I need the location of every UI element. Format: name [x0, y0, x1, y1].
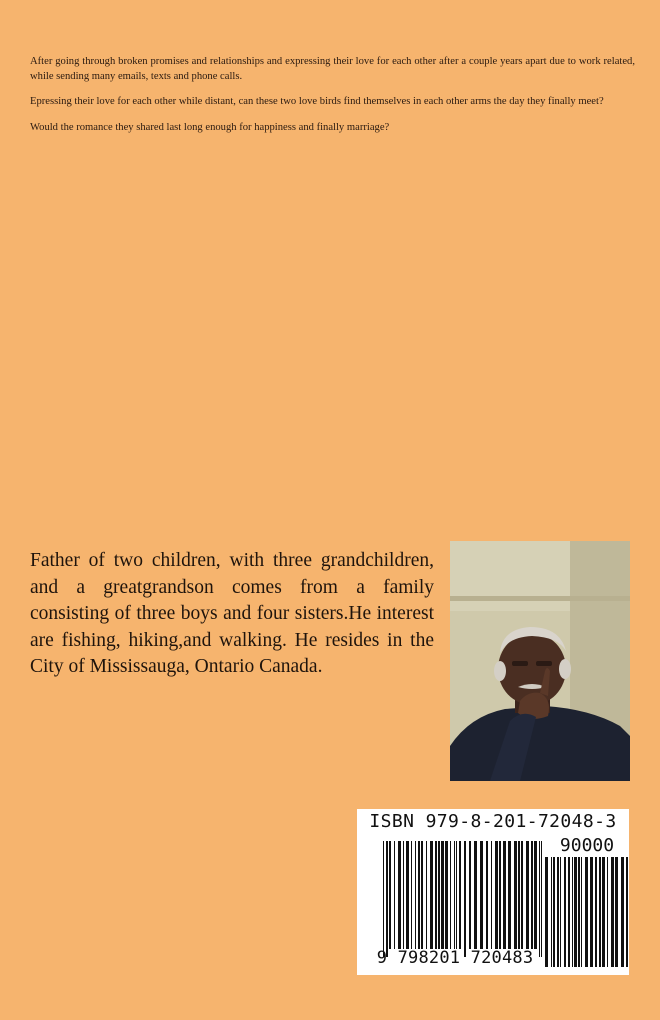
barcode-bar [403, 841, 404, 949]
barcode-bar [499, 841, 501, 949]
barcode-bar [578, 857, 580, 967]
barcode-bar [445, 841, 448, 949]
isbn-label: ISBN 979-8-201-72048-3 [369, 811, 617, 832]
barcode-bar [521, 841, 523, 949]
back-cover-blurb [30, 55, 635, 146]
barcode-bar [545, 857, 548, 967]
barcode-bar [572, 857, 573, 967]
blurb-paragraph-3: Would the romance they shared last long enough for happiness and finally marriage? [30, 121, 390, 133]
barcode-bar [491, 841, 492, 949]
author-photo [450, 541, 630, 781]
barcode-bar [438, 841, 440, 949]
barcode-bar [454, 841, 455, 949]
barcode-bar [480, 841, 483, 949]
barcode-bar [564, 857, 566, 967]
barcode-bar [615, 857, 618, 967]
main-barcode-bars [383, 841, 545, 957]
barcode-bar [503, 841, 506, 949]
barcode-bar [456, 841, 457, 949]
barcode-bar [435, 841, 437, 949]
blurb-paragraph-2: Epressing their love for each other while distant, can these two love birds find themselves in each other arms the day they finally meet? [30, 96, 604, 107]
barcode-bar [539, 841, 540, 957]
barcode-bar [518, 841, 520, 949]
barcode-bar [560, 857, 561, 967]
barcode-bar [621, 857, 624, 967]
author-photo-illustration [450, 541, 630, 781]
barcode-bar [626, 857, 628, 967]
barcode-bar [386, 841, 388, 957]
barcode-bar [531, 841, 533, 949]
barcode-bar [398, 841, 401, 949]
barcode-bar [514, 841, 517, 949]
barcode-bar [421, 841, 423, 949]
addon-barcode-bars [545, 857, 629, 967]
barcode-bar [607, 857, 608, 967]
author-bio: Father of two children, with three grandchildren, and a greatgrandson comes from a family consisting of three boys and four sisters.He interest are fishing, hiking,and walking. He resides in the City of Mississauga, Ontario Canada. [30, 550, 434, 677]
barcode-bar [450, 841, 451, 949]
barcode-bar [508, 841, 511, 949]
barcode-bar [426, 841, 427, 949]
blurb-paragraph-1: After going through broken promises and relationships and expressing their love for each other after a couple years apart due to work related, while sending many emails, texts and phone calls. [30, 56, 635, 82]
barcode-bar [541, 841, 542, 957]
barcode-bar [411, 841, 412, 949]
barcode-bar [389, 841, 391, 949]
barcode-bar [459, 841, 461, 949]
barcode-bar [585, 857, 588, 967]
barcode-bar [602, 857, 605, 967]
isbn-barcode [357, 809, 629, 975]
barcode-bar [534, 841, 537, 949]
barcode-bar [469, 841, 471, 949]
barcode-bar [418, 841, 420, 949]
barcode-bar [474, 841, 477, 949]
barcode-bar [599, 857, 601, 967]
barcode-bar [406, 841, 409, 949]
barcode-bar [441, 841, 444, 949]
barcode-bar [581, 857, 582, 967]
barcode-bar [464, 841, 466, 957]
barcode-bar [557, 857, 559, 967]
barcode-bar [574, 857, 577, 967]
barcode-bar [611, 857, 614, 967]
barcode-bar [595, 857, 597, 967]
barcode-bar [526, 841, 529, 949]
barcode-bar [551, 857, 552, 967]
barcode-bar [568, 857, 570, 967]
barcode-bar [590, 857, 593, 967]
barcode-bar [394, 841, 395, 949]
barcode-digits: 9 798201 720483 [376, 948, 534, 968]
barcode-bar [486, 841, 488, 949]
barcode-bar [495, 841, 498, 949]
barcode-bar [430, 841, 433, 949]
barcode-bar [553, 857, 555, 967]
barcode-bar [415, 841, 416, 949]
barcode-bar [383, 841, 384, 957]
price-code: 90000 [559, 835, 615, 856]
